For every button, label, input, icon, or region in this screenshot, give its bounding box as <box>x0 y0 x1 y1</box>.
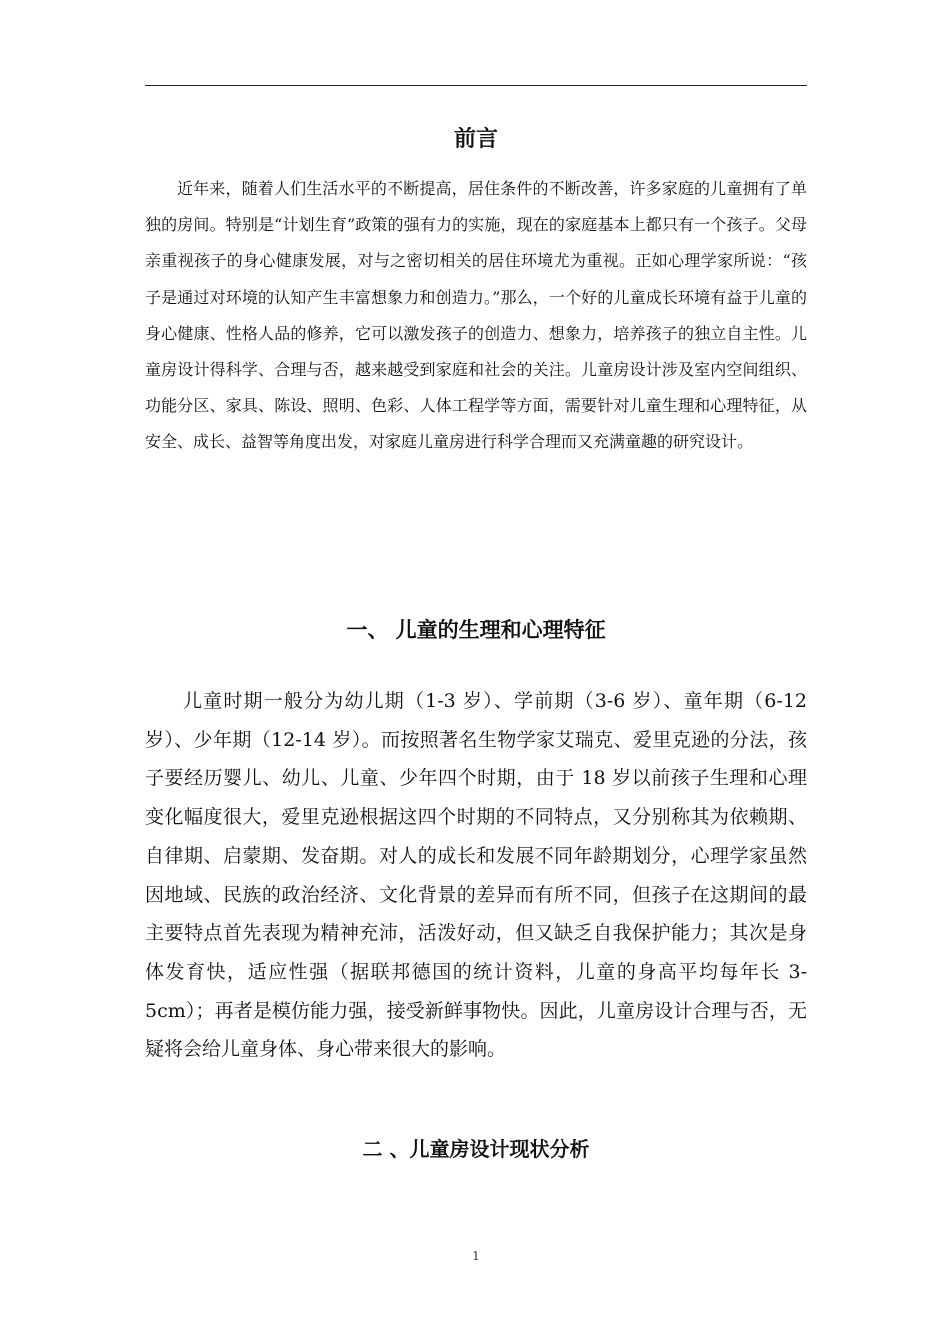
preface-paragraph: 近年来，随着人们生活水平的不断提高，居住条件的不断改善，许多家庭的儿童拥有了单独的房间。特别是“计划生育”政策的强有力的实施，现在的家庭基本上都只有一个孩子。父母亲重视孩子的身心健康发展，对与之密切相关的居住环境尤为重视。正如心理学家所说：“孩子是通过对环境的认知产生丰富想象力和创造力。”那么，一个好的儿童成长环境有益于儿童的身心健康、性格人品的修养，它可以激发孩子的创造力、想象力，培养孩子的独立自主性。儿童房设计得科学、合理与否，越来越受到家庭和社会的关注。儿童房设计涉及室内空间组织、功能分区、家具、陈设、照明、色彩、人体工程学等方面，需要针对儿童生理和心理特征，从安全、成长、益智等角度出发，对家庭儿童房进行科学合理而又充满童趣的研究设计。 <box>145 179 807 452</box>
section-1-title: 一、 儿童的生理和心理特征 <box>346 618 606 642</box>
page-number: 1 <box>472 1249 480 1263</box>
preface-title: 前言 <box>453 127 498 152</box>
section-2-title: 二 、儿童房设计现状分析 <box>362 1137 590 1161</box>
header-rule <box>145 85 807 86</box>
section-1-paragraph: 儿童时期一般分为幼儿期（1-3 岁）、学前期（3-6 岁）、童年期（6-12 岁）、少年期（12-14 岁）。而按照著名生物学家艾瑞克、爱里克逊的分法，孩子要经历婴儿、幼儿、儿童、少年四个时期，由于 18 岁以前孩子生理和心理变化幅度很大，爱里克逊根据这四个时期的不同特点，又分别称其为依赖期、自律期、启蒙期、发奋期。对人的成长和发展不同年龄期划分，心理学家虽然因地域、民族的政治经济、文化背景的差异而有所不同，但孩子在这期间的最主要特点首先表现为精神充沛，活泼好动，但又缺乏自我保护能力；其次是身体发育快，适应性强（据联邦德国的统计资料，儿童的身高平均每年长 3-5cm）；再者是模仿能力强，接受新鲜事物快。因此，儿童房设计合理与否，无疑将会给儿童身体、身心带来很大的影响。 <box>145 690 807 1061</box>
